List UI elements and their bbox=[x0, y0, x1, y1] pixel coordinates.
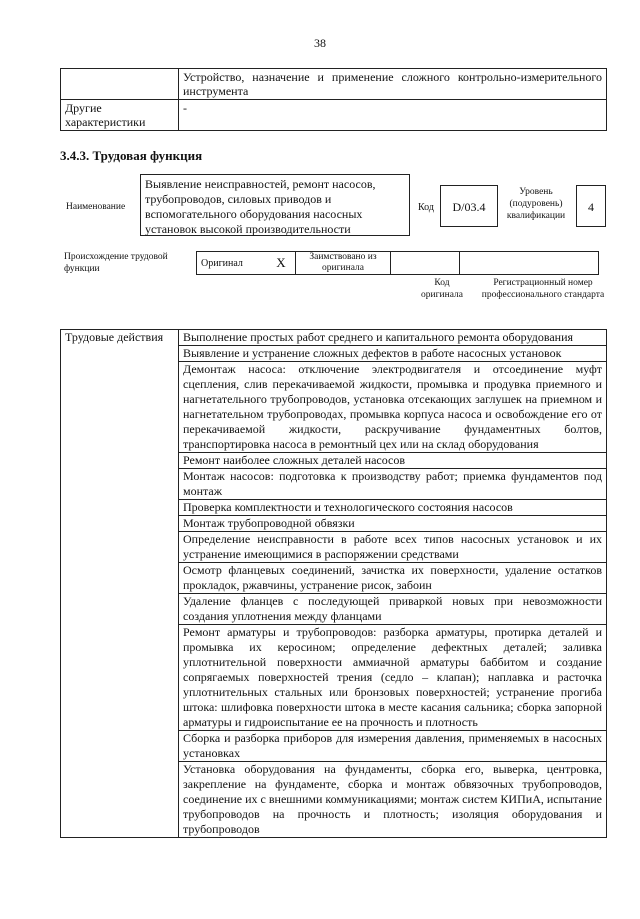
original-label: Оригинал bbox=[197, 252, 268, 275]
table-row bbox=[61, 330, 607, 346]
original-mark: X bbox=[267, 252, 296, 275]
qualification-level: 4 bbox=[576, 185, 606, 227]
code-original-cell bbox=[391, 252, 460, 275]
code-label: Код bbox=[418, 202, 434, 213]
name-label: Наименование bbox=[66, 202, 126, 212]
labor-action-item: Осмотр фланцевых соединений, зачистка их поверхности, удаление остатков прокладок, ржавчины, устранение рисок, забоин bbox=[179, 563, 607, 594]
labor-action-item: Монтаж насосов: подготовка к производству работ; приемка фундаментов под монтаж bbox=[179, 469, 607, 500]
origin-table bbox=[196, 251, 599, 275]
labor-action-item: Проверка комплектности и технологического состояния насосов bbox=[179, 500, 607, 516]
labor-actions-label: Трудовые действия bbox=[61, 330, 179, 838]
borrowed-label: Заимствовано из оригинала bbox=[296, 252, 391, 275]
function-code: D/03.4 bbox=[440, 185, 498, 227]
other-characteristics-label: Другие характеристики bbox=[61, 100, 179, 131]
labor-action-item: Выполнение простых работ среднего и капитального ремонта оборудования bbox=[179, 330, 607, 346]
labor-action-item: Ремонт арматуры и трубопроводов: разборка арматуры, протирка деталей и промывка их керосином; определение дефектных деталей; заливка уплотнительной поверхности аммиачной арматуры баббитом и создание сопрягаемых поверхностей трения (седло – клапан); наплавка и расточка уплотнительных стальных или бронзовых поверхностей; устранение прогиба штока: шлифовка поверхности штока в месте касания сальника; сборка запорной арматуры и гидроиспытание ее на прочность и плотность bbox=[179, 625, 607, 731]
origin-label: Происхождение трудовой функции bbox=[64, 252, 168, 274]
section-title: 3.4.3. Трудовая функция bbox=[60, 148, 203, 163]
knowledge-item: Устройство, назначение и применение сложного контрольно-измерительного инструмента bbox=[179, 69, 607, 100]
level-label: Уровень (подуровень) квалификации bbox=[506, 187, 566, 221]
reg-number-label: Регистрационный номер профессионального стандарта bbox=[481, 278, 605, 300]
labor-action-item: Установка оборудования на фундаменты, сборка его, выверка, центровка, закрепление на фундаменте, сборка и монтаж обвязочных трубопроводов, соединение их с внешними коммуникациями; монтаж систем КИПиА, испытание трубопроводов на прочность и плотность; изоляция оборудования и трубопроводов bbox=[179, 762, 607, 838]
code-original-label: Код оригинала bbox=[421, 278, 463, 300]
labor-actions-table bbox=[60, 329, 607, 838]
reg-number-cell bbox=[460, 252, 599, 275]
empty-cell bbox=[61, 69, 179, 100]
labor-action-item: Выявление и устранение сложных дефектов в работе насосных установок bbox=[179, 346, 607, 362]
other-characteristics-value: - bbox=[179, 100, 607, 131]
labor-action-item: Демонтаж насоса: отключение электродвигателя и отсоединение муфт сцепления, слив перекачиваемой жидкости, промывка и продувка приемного и нагнетательного трубопроводов, установка отсекающих заглушек на приемном и нагнетательном трубопроводах, промывка корпуса насоса и освобождение его от перекачиваемой жидкости, раскручивание фундаментных болтов, транспортировка насоса в ремонтный цех или на склад оборудования bbox=[179, 362, 607, 453]
labor-action-item: Сборка и разборка приборов для измерения давления, применяемых в насосных установках bbox=[179, 731, 607, 762]
characteristics-table bbox=[60, 68, 607, 131]
labor-action-item: Монтаж трубопроводной обвязки bbox=[179, 516, 607, 532]
function-name: Выявление неисправностей, ремонт насосов, трубопроводов, силовых приводов и вспомогательного оборудования насосных установок высокой производительности bbox=[140, 174, 410, 236]
labor-action-item: Удаление фланцев с последующей приваркой новых при невозможности создания уплотнения между фланцами bbox=[179, 594, 607, 625]
labor-action-item: Определение неисправности в работе всех типов насосных установок и их устранение имеющимися в распоряжении средствами bbox=[179, 532, 607, 563]
labor-action-item: Ремонт наиболее сложных деталей насосов bbox=[179, 453, 607, 469]
page-number: 38 bbox=[314, 36, 326, 50]
